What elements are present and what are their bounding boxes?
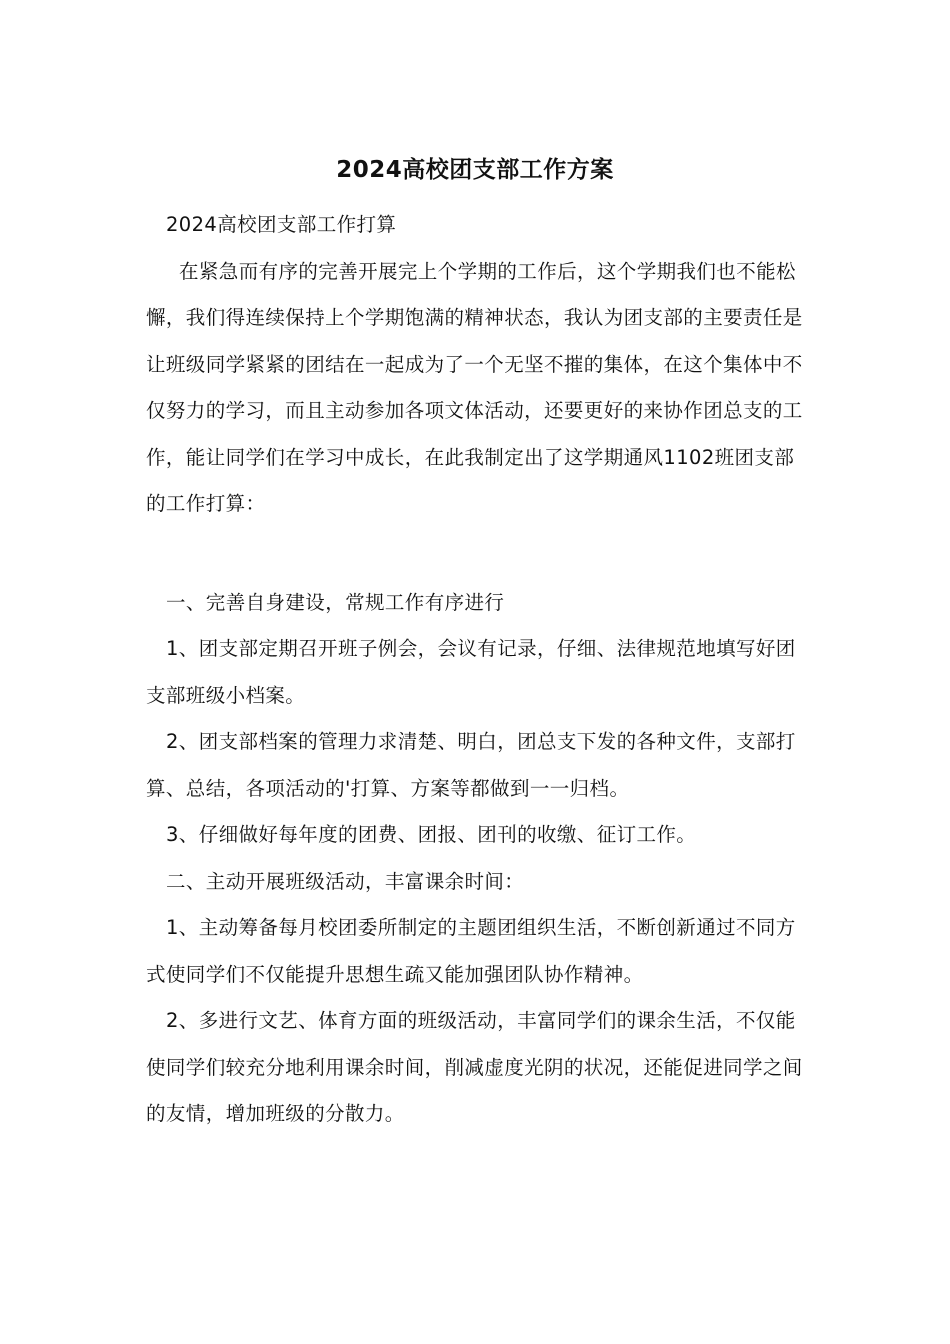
section-2-heading: 二、主动开展班级活动，丰富课余时间： (166, 869, 525, 893)
section-1-item: 2、团支部档案的管理力求清楚、明白，团总支下发的各种文件，支部打算、总结，各项活动的'打算、方案等都做到一一归档。 (146, 730, 796, 800)
paragraph-spacer (146, 528, 810, 580)
intro-paragraph: 在紧急而有序的完善开展完上个学期的工作后，这个学期我们也不能松懈，我们得连续保持上个学期饱满的精神状态，我认为团支部的主要责任是让班级同学紧紧的团结在一起成为了一个无坚不摧的集体，在这个集体中不仅努力的学习，而且主动参加各项文体活动，还要更好的来协作团总支的工作，能让同学们在学习中成长，在此我制定出了这学期通风1102班团支部的工作打算： (146, 259, 803, 515)
document-title: 2024高校团支部工作方案 (336, 157, 614, 183)
section-1-heading: 一、完善自身建设，常规工作有序进行 (166, 590, 505, 614)
document-subtitle: 2024高校团支部工作打算 (166, 213, 397, 236)
section-2-item: 2、多进行文艺、体育方面的班级活动，丰富同学们的课余生活，不仅能使同学们较充分地利用课余时间，削减虚度光阴的状况，还能促进同学之间的友情，增加班级的分散力。 (146, 1009, 803, 1125)
section-1-item: 3、仔细做好每年度的团费、团报、团刊的收缴、征订工作。 (166, 823, 697, 846)
section-2-item: 1、主动筹备每月校团委所制定的主题团组织生活，不断创新通过不同方式使同学们不仅能提升思想生疏又能加强团队协作精神。 (146, 916, 796, 986)
document-body (146, 202, 810, 1138)
section-1-item: 1、团支部定期召开班子例会，会议有记录，仔细、法律规范地填写好团支部班级小档案。 (146, 637, 796, 707)
